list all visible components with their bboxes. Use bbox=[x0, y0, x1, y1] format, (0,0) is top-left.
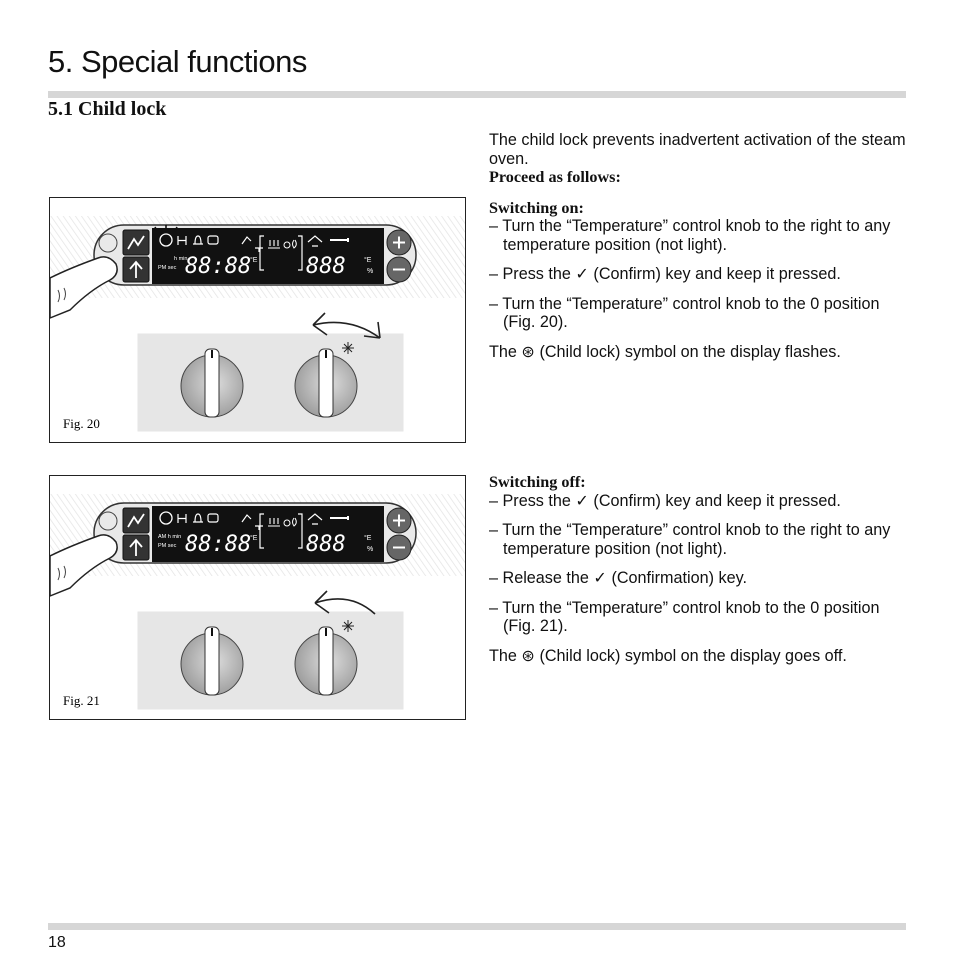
clock-digits: 88:88 bbox=[185, 532, 252, 557]
switch-on-step-3: – Turn the “Temperature” control knob to the 0 position (Fig. 20). bbox=[489, 294, 880, 331]
switch-off-result: The ⊛ (Child lock) symbol on the display goes off. bbox=[489, 646, 847, 665]
time-units-2: PM sec bbox=[158, 265, 177, 271]
percent-symbol: % bbox=[367, 546, 374, 553]
minus-key[interactable] bbox=[387, 535, 411, 560]
temp-unit-2: °E bbox=[364, 257, 372, 264]
switch-on-step-1: – Turn the “Temperature” control knob to the right to any temperature position (not light). bbox=[489, 217, 891, 254]
switch-on-text bbox=[489, 131, 909, 361]
temp-unit: °E bbox=[250, 535, 258, 542]
page-title: 5. Special functions bbox=[48, 44, 307, 79]
switch-off-step-3: – Release the ✓ (Confirmation) key. bbox=[489, 569, 747, 587]
switch-off-step-2: – Turn the “Temperature” control knob to the right to any temperature position (not light). bbox=[489, 521, 891, 558]
page-number: 18 bbox=[48, 934, 66, 951]
percent-symbol: % bbox=[367, 268, 374, 275]
switch-on-step-2: – Press the ✓ (Confirm) key and keep it pressed. bbox=[489, 265, 841, 283]
temp-digits: 888 bbox=[306, 254, 346, 279]
up-key[interactable] bbox=[123, 535, 149, 560]
switch-on-result: The ⊛ (Child lock) symbol on the display flashes. bbox=[489, 342, 841, 361]
header-rule bbox=[48, 91, 906, 98]
proceed-heading: Proceed as follows: bbox=[489, 168, 621, 186]
plus-key[interactable] bbox=[387, 230, 411, 255]
knob-panel bbox=[138, 334, 403, 431]
rotate-arrow bbox=[315, 591, 375, 614]
knob-panel bbox=[138, 612, 403, 709]
figure-label: Fig. 20 bbox=[63, 416, 100, 431]
figure-label: Fig. 21 bbox=[63, 693, 100, 708]
temp-digits: 888 bbox=[306, 532, 346, 557]
figure-20 bbox=[49, 197, 466, 443]
intro-text: The child lock prevents inadvertent activation of the steam oven. bbox=[489, 131, 906, 168]
switch-off-step-4: – Turn the “Temperature” control knob to the 0 position (Fig. 21). bbox=[489, 598, 880, 635]
switch-off-step-1: – Press the ✓ (Confirm) key and keep it pressed. bbox=[489, 491, 841, 510]
section-title: 5.1 Child lock bbox=[48, 98, 167, 120]
figure-21 bbox=[49, 475, 466, 720]
program-key[interactable] bbox=[123, 230, 149, 255]
footer-rule bbox=[48, 923, 906, 930]
plus-key[interactable] bbox=[387, 508, 411, 533]
time-units-1: AM h min bbox=[158, 534, 182, 540]
minus-key[interactable] bbox=[387, 257, 411, 282]
clock-digits: 88:88 bbox=[185, 254, 252, 279]
time-units-2: PM sec bbox=[158, 543, 177, 549]
switch-off-text bbox=[489, 473, 909, 665]
temp-unit: °E bbox=[250, 257, 258, 264]
figure-21-illustration bbox=[50, 476, 465, 719]
up-key[interactable] bbox=[123, 257, 149, 282]
figure-20-illustration bbox=[50, 198, 465, 442]
switch-off-heading: Switching off: bbox=[489, 473, 586, 491]
program-key[interactable] bbox=[123, 508, 149, 533]
switch-on-heading: Switching on: bbox=[489, 198, 584, 217]
temp-unit-2: °E bbox=[364, 535, 372, 542]
time-units-1: h min bbox=[174, 256, 188, 262]
